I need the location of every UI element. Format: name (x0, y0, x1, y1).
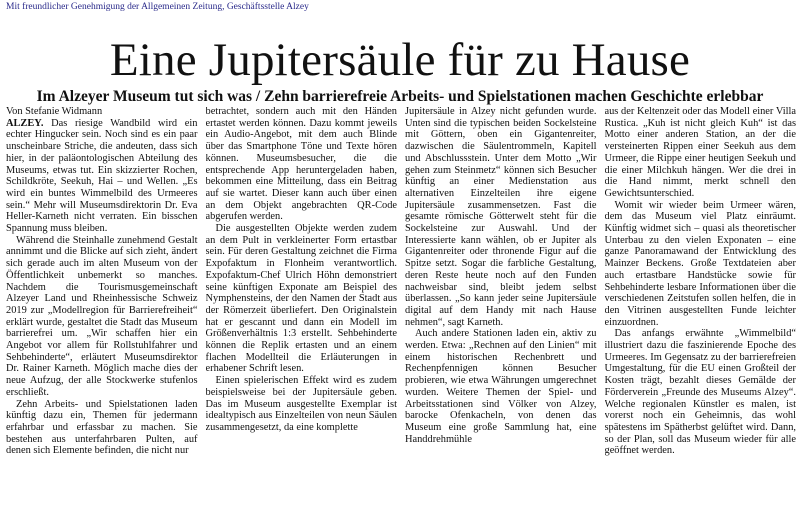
article-paragraph: Zehn Arbeits- und Spielstationen laden künftig dazu ein, Themen für jedermann erfahrbar und erfassbar zu machen. Sie bestehen aus unterfahrbaren Pulten, auf denen sich Elemente befinden, die nicht nur (6, 398, 198, 457)
article-column-4 (605, 106, 797, 518)
article-column-1 (6, 106, 198, 518)
article-column-3 (405, 106, 597, 518)
article-column-2 (206, 106, 398, 518)
article-paragraph: Auch andere Stationen laden ein, aktiv zu werden. Etwa: „Rechnen auf den Linien“ mit einem historischen Rechenbrett und Rechenpfennigen können Besucher probieren, wie etwa Währungen umgerechnet wurden. Weitere Themen der Spiel- und Arbeitsstationen sind Völker von Alzey, barocke Ofenkacheln, von denen das Museum eine große Sammlung hat, eine Handdrehmühle (405, 328, 597, 445)
headline: Eine Jupitersäule für zu Hause (109, 34, 691, 86)
article-paragraph: Die ausgestellten Objekte werden zudem an dem Pult in verkleinerter Form ertastbar sein. Für deren Gestaltung zeichnet die Firma Expofaktum in Flonheim verantwortlich. Expofaktum-Chef Ulrich Höhn demonstriert seine künftigen Exponate am Beispiel des Nymphensteins, der den Namen der Stadt aus der Römerzeit überliefert. Den Originalstein hat er gescannt und dann ein Modell im Größenverhältnis 1:3 erstellt. Sehbehinderte können die Replik ertasten und an einem flachen Modellteil die Erläuterungen in erhabener Schrift lesen. (205, 223, 397, 375)
dateline: ALZEY. (6, 117, 44, 129)
article-paragraph: Während die Steinhalle zunehmend Gestalt annimmt und die Blicke auf sich zieht, ändert sich gerade auch im alten Museum von der Öffentlichkeit unbemerkt so manches. Nachdem die Tourismusgemeinschaft Alzeyer Land und Rheinhessische Schweiz 2019 zur „Modellregion für Barrierefreiheit“ erklärt wurde, gestaltet die Stadt das Museum barrierefrei um. „Wir schaffen hier ein Angebot vor allem für Rollstuhlfahrer und Sehbehinderte“, erläutert Museumsdirektor Dr. Rainer Karneth. Möglich mache dies der neue Aufzug, der alle Stockwerke stufenlos erschließt. (6, 234, 198, 398)
article-columns (6, 106, 796, 518)
article-paragraph: Jupitersäule in Alzey nicht gefunden wurde. Unten sind die typischen beiden Sockelsteine mit Göttern, oben ein Gigantenreiter, dazwischen die Säulentrommeln, Kapitell und Abschlussstein. Unter dem Motto „Wir gehen zum Steinmetz“ können sich Besucher künftig an einer Medienstation aus alternativen Einzelteilen ihre eigene Jupitersäule zusammensetzen. Fast die gesamte römische Götterwelt steht für die Sockelsteine zur Auswahl. Und der Interessierte kann wählen, ob er Jupiter als Gigantenreiter oder thronende Figur auf die Spitze setzt. Sogar die farbliche Gestaltung, deren Reste heute noch auf den Funden nachweisbar sind, bleibt jedem selbst überlassen. „So kann jeder seine Jupitersäule digital auf dem Handy mit nach Hause nehmen“, sagt Karneth. (405, 106, 597, 328)
subheadline: Im Alzeyer Museum tut sich was / Zehn barrierefreie Arbeits- und Spielstationen machen Geschichte erlebbar (36, 88, 764, 105)
article-paragraph: betrachtet, sondern auch mit den Händen ertastet werden können. Dazu kommt jeweils ein Audio-Angebot, mit dem auch Blinde über das Smartphone Töne und Texte hören können. Museumsbesucher, die die entsprechende App heruntergeladen haben, bekommen eine Mitteilung, dass ein Beitrag auf sie wartet. Dieser kann auch über einen an dem Objekt angebrachten QR-Code abgerufen werden. (205, 106, 397, 223)
byline: Von Stefanie Widmann (6, 106, 103, 117)
article-paragraph: Womit wir wieder beim Urmeer wären, dem das Museum viel Platz einräumt. Künftig widmet sich – quasi als theoretischer Unterbau zu den vielen Exponaten – eine ganze Panoramawand der Entwicklung des Mainzer Beckens. Große Textdateien aber auch ertastbare Handstücke sowie für Sehbehinderte lesbare Informationen über die verschiedenen Zeitstufen sollen helfen, die in den Vitrinen ausgestellten Funde leichter einzuordnen. (604, 199, 796, 328)
article-paragraph: Einen spielerischen Effekt wird es zudem beispielsweise bei der Jupitersäule geben. Das im Museum ausgestellte Exemplar ist idealtypisch aus Einzelteilen von neun Säulen zusammengesetzt, da eine komplette (205, 375, 397, 433)
article-paragraph (6, 106, 198, 235)
article-paragraph: aus der Keltenzeit oder das Modell einer Villa Rustica. „Kuh ist nicht gleich Kuh“ ist das Motto einer anderen Station, an der die versteinerten Rippen einer Seekuh aus dem Urmeer, die Rippe einer heutigen Seekuh und die einer Milchkuh hängen. Wer die drei in die Hand nimmt, merkt schnell den Gewichtsunterschied. (604, 106, 796, 199)
paragraph-text: Das riesige Wandbild wird ein echter Hingucker sein. Noch sind es ein paar unscheinbare Striche, die andeuten, dass sich hier, in der paläontologischen Abteilung des Museums, etwas tut. Ein skizzierter Rochen, Schildkröte, Seekuh, Hai – und Wellen. „Es wird ein buntes Wimmelbild des Urmeeres sein.“ Mehr will Museumsdirektorin Dr. Eva Heller-Karneth nicht verraten. Ein bisschen Spannung muss bleiben. (6, 117, 198, 235)
source-note: Mit freundlicher Genehmigung der Allgemeinen Zeitung, Geschäftsstelle Alzey (6, 2, 309, 12)
article-paragraph: Das anfangs erwähnte „Wimmelbild“ illustriert dazu die faszinierende Epoche des Urmeeres. Im Gegensatz zu der barrierefreien Umgestaltung, für die EU einen Großteil der Kosten trägt, bezahlt dieses Gemälde der Förderverein „Freunde des Museums Alzey“. Welche regionalen Künstler es malen, ist vorerst noch ein Geheimnis, das wohl spätestens im Spätherbst gelüftet wird. Dann, so der Plan, soll das Museum wieder für alle geöffnet werden. (604, 328, 796, 457)
